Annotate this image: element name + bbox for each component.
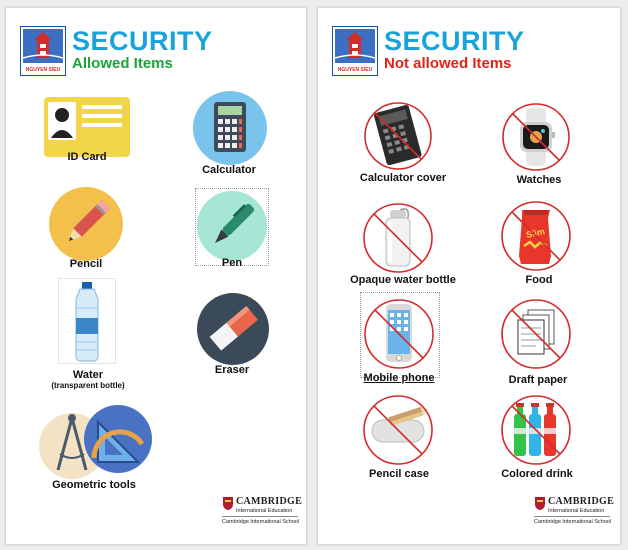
draft-paper-icon — [498, 296, 574, 372]
allowed-items-panel — [6, 8, 306, 544]
svg-text:Slim: Slim — [525, 226, 546, 240]
item-label: Pencil case — [369, 468, 429, 480]
page-title: SECURITY — [72, 26, 213, 56]
item-label: Watches — [516, 174, 562, 186]
calculator-cover-icon — [360, 100, 436, 172]
item-label: Draft paper — [508, 374, 568, 386]
footer-brand-sub: International Education — [548, 508, 605, 514]
item-label: Calculator cover — [359, 172, 447, 184]
item-label: Opaque water bottle — [350, 274, 456, 286]
item-label: ID Card — [67, 151, 107, 163]
geometric-tools-icon — [34, 404, 158, 482]
item-label: Calculator — [202, 164, 256, 176]
food-bag-icon — [498, 198, 574, 274]
page-subtitle: Allowed Items — [72, 55, 173, 72]
calculator-icon — [192, 90, 268, 166]
item-label: Geometric tools — [52, 479, 136, 491]
page-subtitle: Not allowed Items — [384, 55, 512, 72]
item-label: Colored drink — [501, 468, 573, 480]
pen-icon — [196, 190, 268, 262]
footer-divider — [534, 516, 610, 517]
school-logo — [20, 26, 66, 76]
page-title: SECURITY — [384, 26, 525, 56]
eraser-icon — [196, 292, 270, 366]
footer-school: Cambridge International School — [222, 519, 300, 525]
colored-drink-icon — [498, 392, 574, 468]
footer-brand: CAMBRIDGE — [548, 496, 615, 507]
pencil-case-icon — [360, 392, 436, 468]
item-label: Eraser — [214, 364, 250, 376]
watch-icon — [498, 100, 574, 174]
water-bottle-icon — [58, 278, 116, 364]
opaque-bottle-icon — [360, 200, 436, 276]
school-logo — [332, 26, 378, 76]
logo-caption: NGUYEN SIEU — [337, 67, 373, 73]
mobile-phone-icon — [361, 296, 437, 372]
item-label: Water — [72, 369, 104, 381]
cambridge-shield-icon — [534, 496, 546, 510]
footer-divider — [222, 516, 298, 517]
item-sublabel: (transparent bottle) — [51, 381, 125, 390]
logo-caption: NGUYEN SIEU — [25, 67, 61, 73]
item-label: Pen — [221, 257, 243, 269]
footer-school: Cambridge International School — [534, 519, 612, 525]
item-label: Pencil — [69, 258, 103, 270]
footer-brand: CAMBRIDGE — [236, 496, 303, 507]
cambridge-shield-icon — [222, 496, 234, 510]
item-label: Food — [525, 274, 553, 286]
id-card-icon — [43, 96, 131, 158]
footer-brand-sub: International Education — [236, 508, 293, 514]
item-label: Mobile phone — [363, 372, 435, 384]
pencil-icon — [48, 186, 124, 262]
not-allowed-items-panel — [318, 8, 620, 544]
